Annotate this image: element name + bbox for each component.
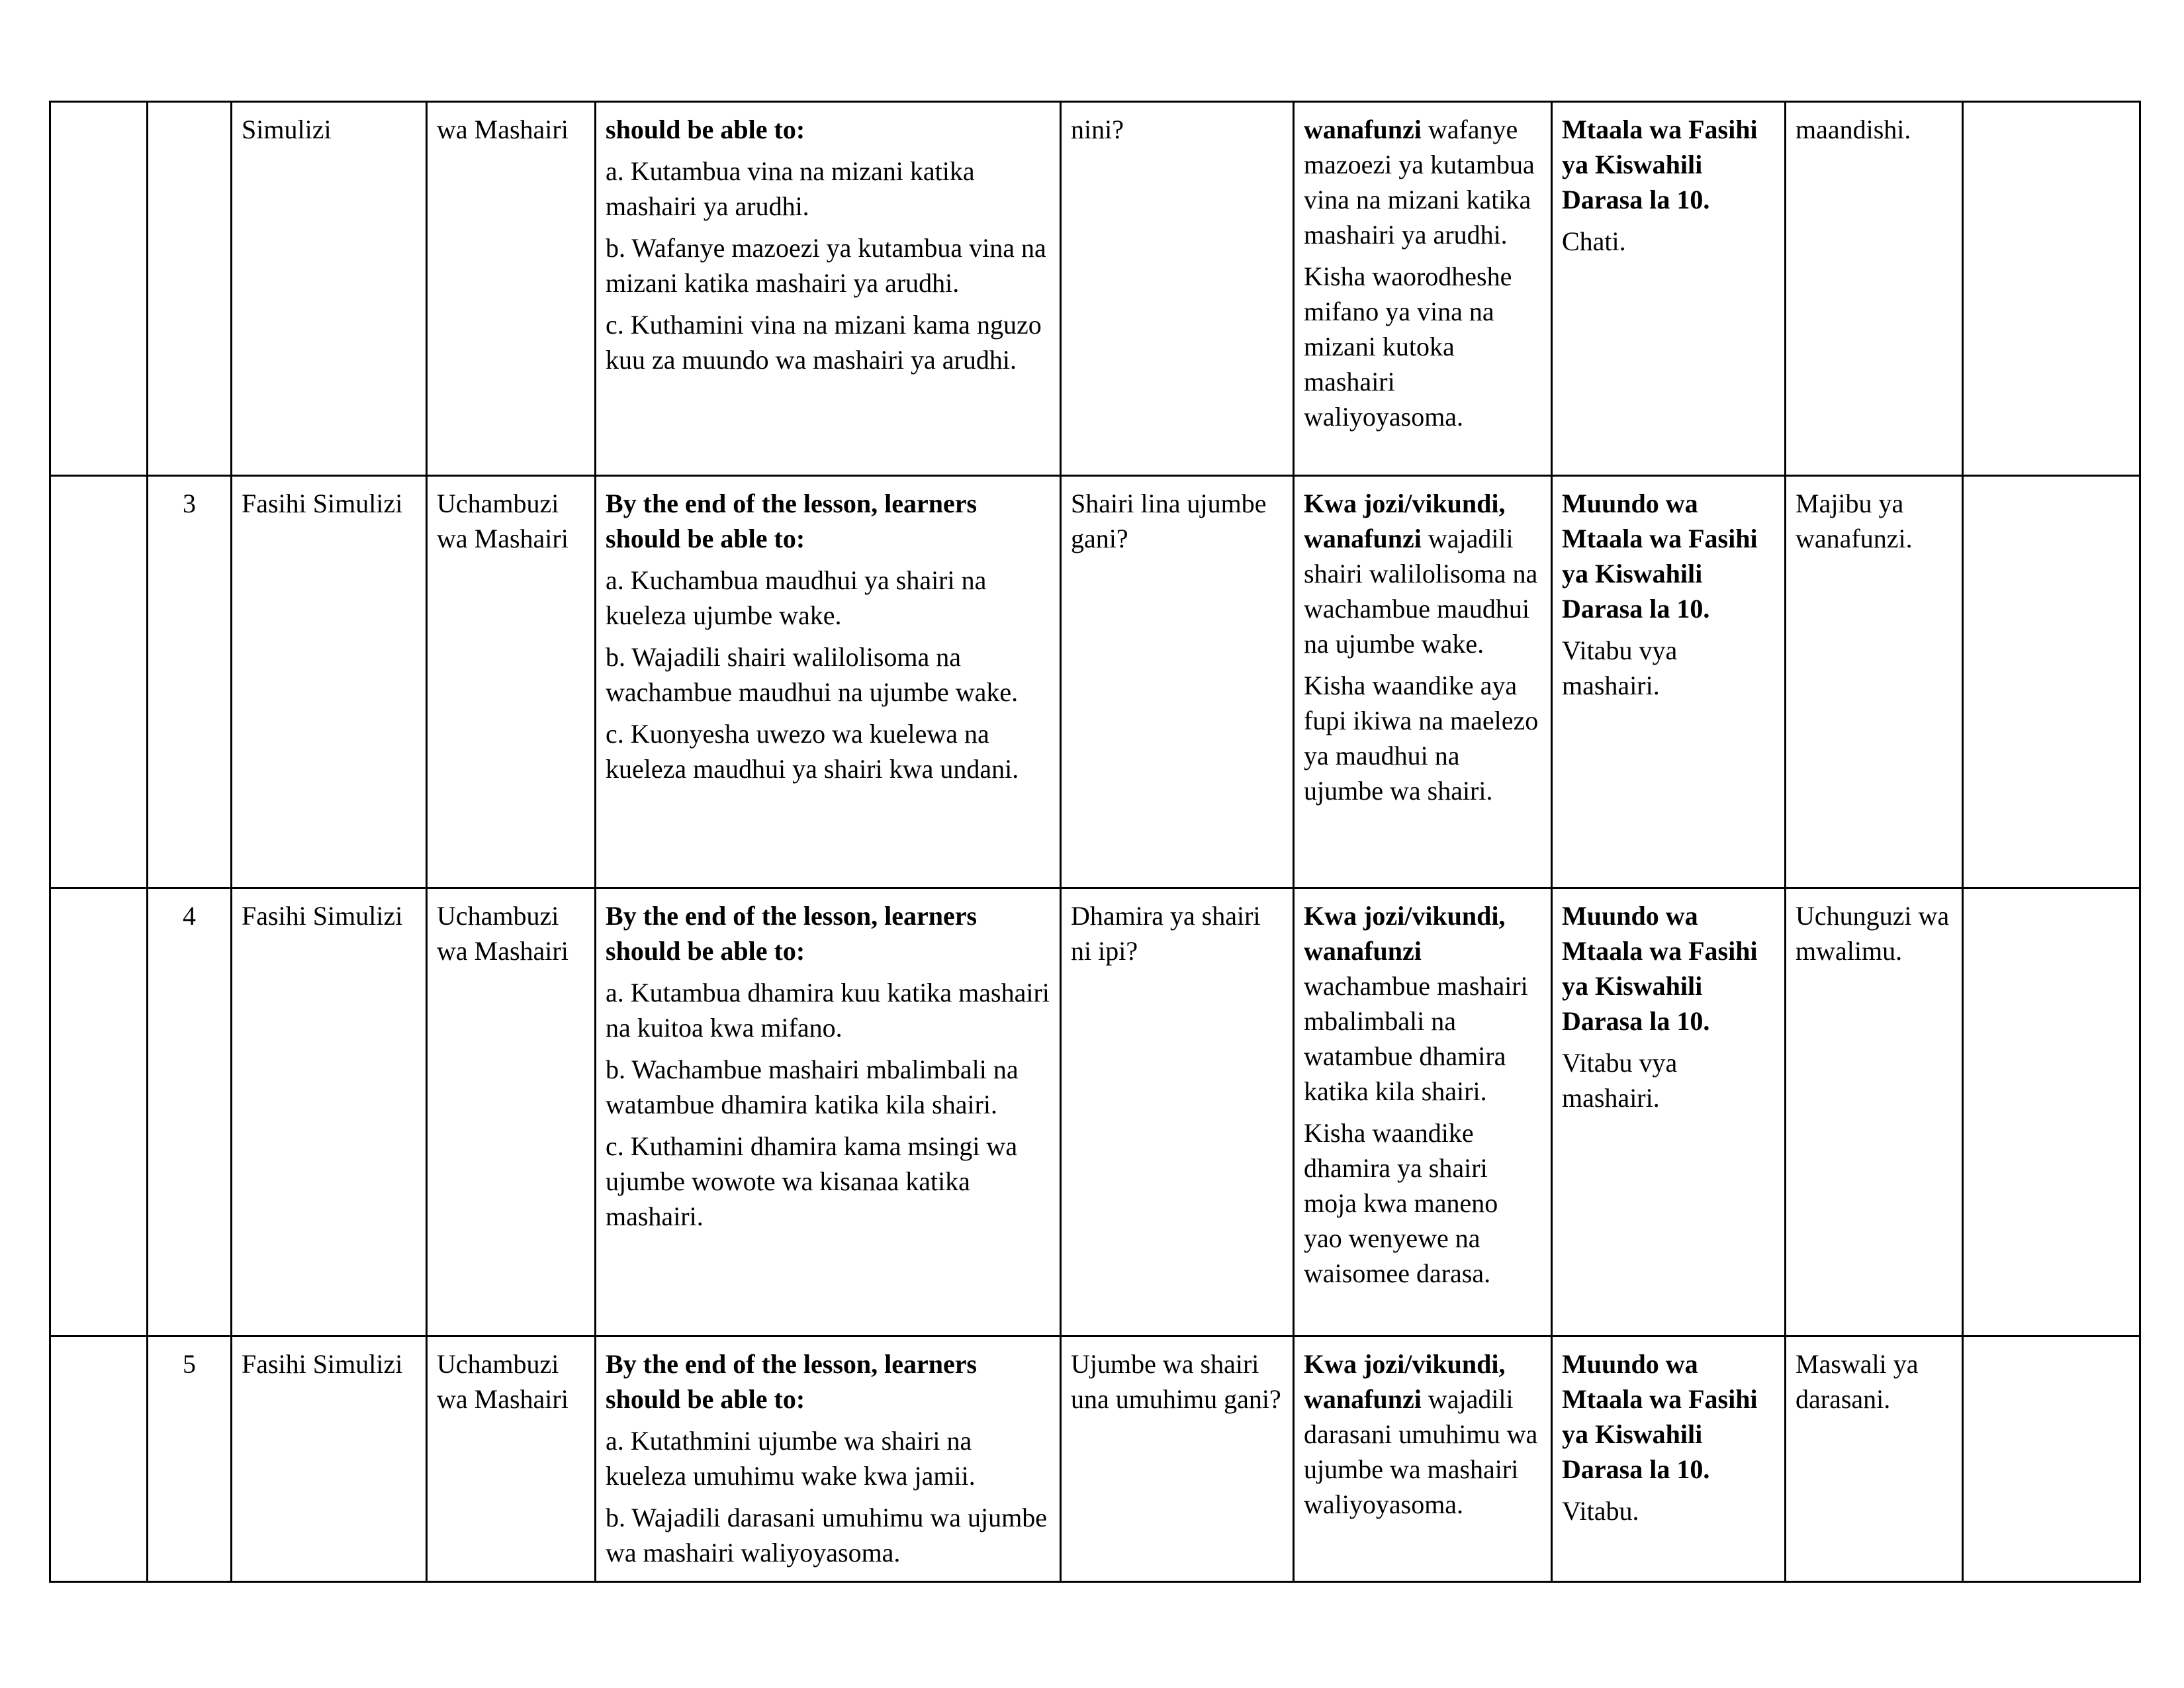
objective-item: b. Wajadili shairi walilolisoma na wachambue maudhui na ujumbe wake. [606, 642, 1019, 707]
assessment-cell: Maswali ya darasani. [1786, 1336, 1963, 1582]
objectives-heading: By the end of the lesson, learners should be able to: [606, 901, 978, 966]
sub-strand-cell: wa Mashairi [427, 102, 596, 476]
activities-cell [1294, 1336, 1552, 1582]
key-question-cell: nini? [1061, 102, 1294, 476]
resources-cell [1552, 476, 1786, 888]
resources-curriculum: Muundo wa Mtaala wa Fasihi ya Kiswahili Darasa la 10. [1562, 901, 1758, 1036]
objectives-cell [596, 476, 1061, 888]
lesson-cell [148, 102, 232, 476]
activities-lead: Kwa jozi/vikundi, wanafunzi [1304, 489, 1506, 553]
assessment-cell: maandishi. [1786, 102, 1963, 476]
week-cell [50, 1336, 148, 1582]
resources-curriculum: Muundo wa Mtaala wa Fasihi ya Kiswahili Darasa la 10. [1562, 1349, 1758, 1484]
resources-material: Vitabu. [1562, 1496, 1639, 1526]
resources-cell [1552, 102, 1786, 476]
objective-item: a. Kuchambua maudhui ya shairi na kueleza ujumbe wake. [606, 565, 987, 630]
table-row [50, 1336, 2140, 1582]
activities-followup: Kisha waandike aya fupi ikiwa na maelezo ya maudhui na ujumbe wa shairi. [1304, 671, 1539, 806]
activities-text: wajadili shairi walilolisoma na wachambue maudhui na ujumbe wake. [1304, 524, 1538, 659]
strand-cell: Fasihi Simulizi [232, 1336, 427, 1582]
activities-followup: Kisha waorodheshe mifano ya vina na mizani kutoka mashairi waliyoyasoma. [1304, 261, 1512, 432]
lesson-cell: 3 [148, 476, 232, 888]
activities-cell [1294, 476, 1552, 888]
objective-item: c. Kuthamini dhamira kama msingi wa ujumbe wowote wa kisanaa katika mashairi. [606, 1131, 1018, 1231]
objectives-heading: should be able to: [606, 115, 805, 144]
week-cell [50, 476, 148, 888]
activities-lead: wanafunzi [1304, 115, 1422, 144]
activities-text: wajadili darasani umuhimu wa ujumbe wa mashairi waliyoyasoma. [1304, 1384, 1538, 1519]
sub-strand-cell: Uchambuzi wa Mashairi [427, 476, 596, 888]
objectives-heading: By the end of the lesson, learners should be able to: [606, 489, 978, 553]
key-question-cell: Dhamira ya shairi ni ipi? [1061, 888, 1294, 1336]
week-cell [50, 102, 148, 476]
resources-cell [1552, 888, 1786, 1336]
activities-followup: Kisha waandike dhamira ya shairi moja kwa maneno yao wenyewe na waisomee darasa. [1304, 1118, 1498, 1288]
key-question-cell: Shairi lina ujumbe gani? [1061, 476, 1294, 888]
resources-material: Vitabu vya mashairi. [1562, 635, 1678, 700]
objective-item: a. Kutambua dhamira kuu katika mashairi na kuitoa kwa mifano. [606, 978, 1050, 1043]
objectives-heading: By the end of the lesson, learners should be able to: [606, 1349, 978, 1414]
scheme-of-work-table [49, 101, 2141, 1583]
key-question-cell: Ujumbe wa shairi una umuhimu gani? [1061, 1336, 1294, 1582]
activities-lead: Kwa jozi/vikundi, wanafunzi [1304, 1349, 1506, 1414]
objective-item: b. Wafanye mazoezi ya kutambua vina na mizani katika mashairi ya arudhi. [606, 233, 1046, 298]
resources-material: Chati. [1562, 226, 1626, 256]
strand-cell: Fasihi Simulizi [232, 476, 427, 888]
objective-item: c. Kuthamini vina na mizani kama nguzo kuu za muundo wa mashairi ya arudhi. [606, 310, 1042, 375]
resources-cell [1552, 1336, 1786, 1582]
table-row [50, 102, 2140, 476]
activities-cell [1294, 102, 1552, 476]
resources-curriculum: Mtaala wa Fasihi ya Kiswahili Darasa la 10. [1562, 115, 1758, 214]
remarks-cell [1963, 102, 2140, 476]
remarks-cell [1963, 1336, 2140, 1582]
assessment-cell: Uchunguzi wa mwalimu. [1786, 888, 1963, 1336]
assessment-cell: Majibu ya wanafunzi. [1786, 476, 1963, 888]
resources-curriculum: Muundo wa Mtaala wa Fasihi ya Kiswahili Darasa la 10. [1562, 489, 1758, 624]
objectives-cell [596, 1336, 1061, 1582]
lesson-cell: 5 [148, 1336, 232, 1582]
objectives-cell [596, 888, 1061, 1336]
objective-item: a. Kutambua vina na mizani katika mashairi ya arudhi. [606, 156, 975, 221]
remarks-cell [1963, 888, 2140, 1336]
table-row [50, 476, 2140, 888]
sub-strand-cell: Uchambuzi wa Mashairi [427, 888, 596, 1336]
objective-item: c. Kuonyesha uwezo wa kuelewa na kueleza maudhui ya shairi kwa undani. [606, 719, 1019, 784]
activities-lead: Kwa jozi/vikundi, wanafunzi [1304, 901, 1506, 966]
resources-material: Vitabu vya mashairi. [1562, 1048, 1678, 1113]
lesson-cell: 4 [148, 888, 232, 1336]
week-cell [50, 888, 148, 1336]
activities-text: wafanye mazoezi ya kutambua vina na mizani katika mashairi ya arudhi. [1304, 115, 1535, 250]
strand-cell: Fasihi Simulizi [232, 888, 427, 1336]
sub-strand-cell: Uchambuzi wa Mashairi [427, 1336, 596, 1582]
objective-item: a. Kutathmini ujumbe wa shairi na kueleza umuhimu wake kwa jamii. [606, 1426, 976, 1491]
activities-text: wachambue mashairi mbalimbali na watambue dhamira katika kila shairi. [1304, 971, 1528, 1106]
table-row [50, 888, 2140, 1336]
objective-item: b. Wajadili darasani umuhimu wa ujumbe wa mashairi waliyoyasoma. [606, 1503, 1048, 1568]
objectives-cell [596, 102, 1061, 476]
strand-cell: Simulizi [232, 102, 427, 476]
remarks-cell [1963, 476, 2140, 888]
objective-item: b. Wachambue mashairi mbalimbali na watambue dhamira katika kila shairi. [606, 1055, 1019, 1119]
activities-cell [1294, 888, 1552, 1336]
